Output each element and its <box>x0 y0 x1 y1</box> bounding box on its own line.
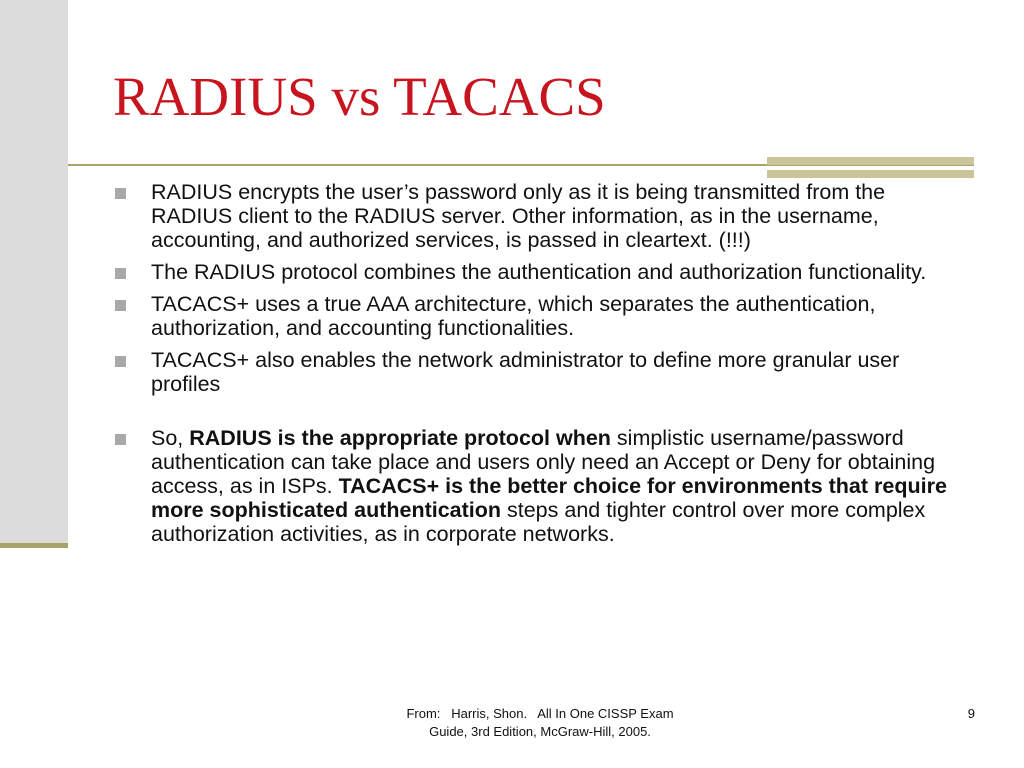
bullet-item <box>114 180 970 252</box>
summary-text <box>151 426 947 546</box>
bullet-text: RADIUS encrypts the user’s password only as it is being transmitted from the RADIUS client to the RADIUS server. Other information, as in the username, accounting, and authorized services, is passed in cleartext. (!!!) <box>151 180 886 252</box>
square-bullet-icon <box>115 300 126 311</box>
bullet-list <box>114 180 970 554</box>
bullet-text: TACACS+ uses a true AAA architecture, which separates the authentication, authorization, and accounting functionalities. <box>151 292 876 340</box>
square-bullet-icon <box>115 434 126 445</box>
tacacs-recommendation: TACACS+ is the better choice for environments that require more sophisticated authentication <box>151 474 947 522</box>
summary-radius-detail: simplistic username/password authentication can take place and users only need an Accept or Deny for obtaining access, as in ISPs. <box>151 426 936 498</box>
summary-intro: So, <box>151 426 190 450</box>
square-bullet-icon <box>115 188 126 199</box>
bullet-item <box>114 348 970 396</box>
decorative-bar-top <box>767 157 974 165</box>
summary-tacacs-detail: steps and tighter control over more complex authorization activities, as in corporate networks. <box>151 498 926 546</box>
square-bullet-icon <box>115 356 126 367</box>
bullet-item <box>114 260 970 284</box>
decorative-bar-bottom <box>767 170 974 178</box>
footer-source-citation: From: Harris, Shon. All In One CISSP Exam Guide, 3rd Edition, McGraw-Hill, 2005. <box>406 706 674 739</box>
slide-number: 9 <box>967 706 975 721</box>
bullet-item <box>114 292 970 340</box>
left-sidebar-edge-line <box>0 543 68 548</box>
square-bullet-icon <box>115 268 126 279</box>
bullet-text: The RADIUS protocol combines the authentication and authorization functionality. <box>151 260 927 284</box>
summary-bullet-item <box>114 426 970 546</box>
bullet-text: TACACS+ also enables the network administrator to define more granular user profiles <box>151 348 900 396</box>
radius-recommendation: RADIUS is the appropriate protocol when <box>189 426 611 450</box>
left-sidebar-decoration <box>0 0 68 546</box>
slide-title: RADIUS vs TACACS <box>113 66 606 127</box>
